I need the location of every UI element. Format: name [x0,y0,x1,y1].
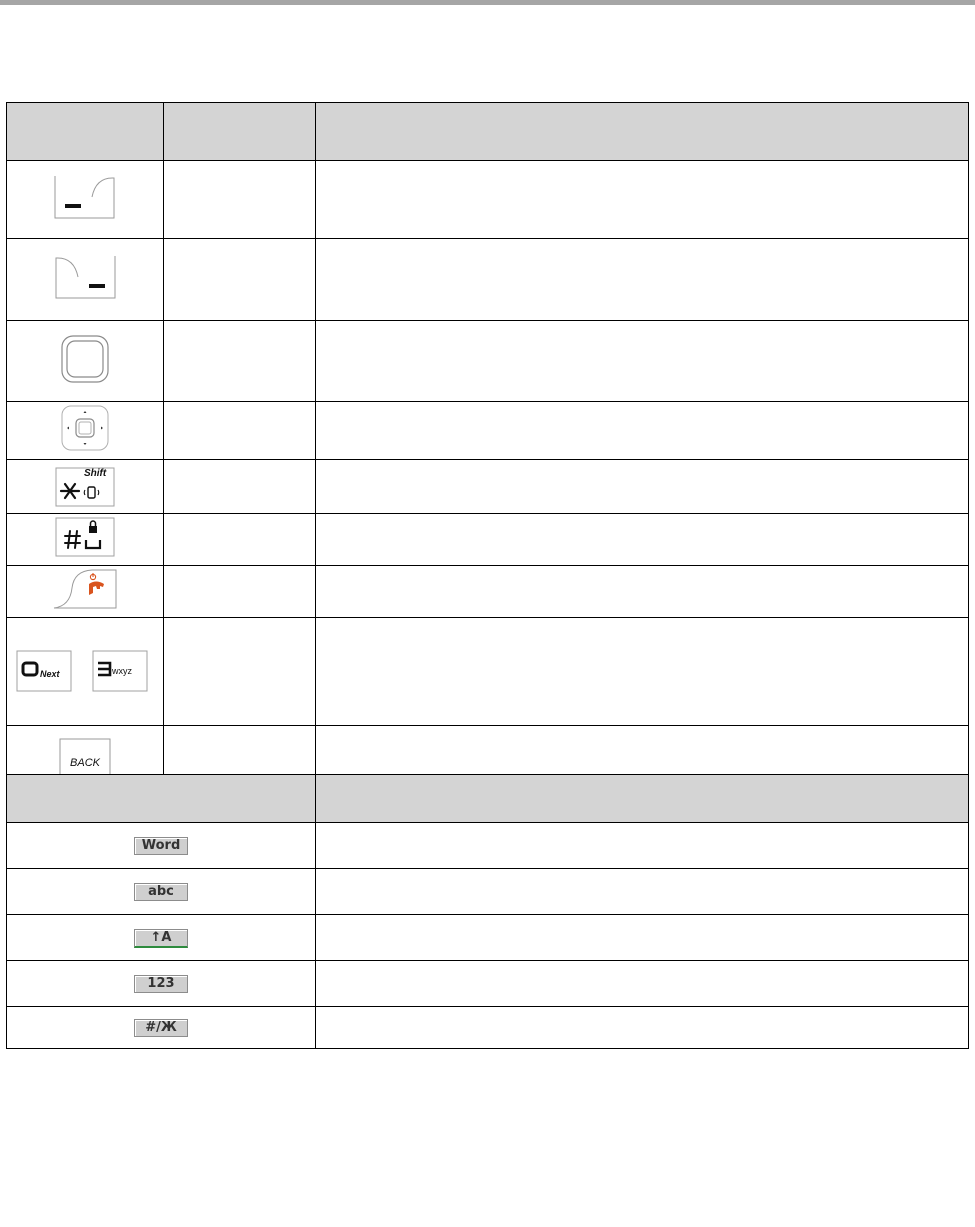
next-label: Next [40,668,60,679]
input-header-description [316,775,969,823]
key-name [164,618,316,726]
shift-caps-mode-icon: ↑A [134,929,188,948]
end-power-key-icon [52,568,118,615]
key-description [316,239,969,321]
keys-table-header [7,103,969,161]
table-row [7,402,969,460]
keys-header-name [164,103,316,161]
mode-description [316,1007,969,1049]
table-row [7,239,969,321]
table-row [7,1007,969,1049]
key-description [316,514,969,566]
navigation-key-icon [60,404,110,457]
input-header-icon [7,775,316,823]
key-name [164,239,316,321]
star-shift-key-icon [54,466,116,508]
keys-header-icon [7,103,164,161]
top-rule [0,0,975,5]
center-key-icon [60,334,110,389]
key-description [316,321,969,402]
table-row [7,869,969,915]
abc-mode-icon: abc [134,883,188,901]
key-description [316,566,969,618]
mode-description [316,869,969,915]
mode-description [316,915,969,961]
key-name [164,402,316,460]
shift-label: Shift [84,467,107,479]
key-description [316,161,969,239]
right-softkey-icon [54,255,116,304]
mode-description [316,961,969,1007]
table-row [7,915,969,961]
numeric-mode-icon: 123 [134,975,188,993]
key-name [164,161,316,239]
symbol-mode-icon: #/Ж [134,1019,188,1037]
table-row [7,566,969,618]
table-row [7,514,969,566]
key-name [164,321,316,402]
table-row [7,618,969,726]
word-mode-icon: Word [134,837,188,855]
input-modes-table [6,774,969,1049]
wxyz-label: wxyz [112,665,132,676]
input-table-header [7,775,969,823]
key-name [164,514,316,566]
key-description [316,460,969,514]
key-description [316,618,969,726]
table-row [7,961,969,1007]
keys-table [6,102,969,800]
key-name [164,460,316,514]
table-row [7,460,969,514]
table-row [7,161,969,239]
number-keys-icon [15,647,155,697]
table-row [7,321,969,402]
mode-description [316,823,969,869]
key-description [316,402,969,460]
hash-lock-key-icon [54,516,116,563]
table-row [7,823,969,869]
keys-header-description [316,103,969,161]
nine-wxyz-key-icon [91,649,149,693]
key-name [164,566,316,618]
back-label: BACK [70,756,100,769]
left-softkey-icon [54,175,116,224]
zero-next-key-icon [15,649,73,693]
